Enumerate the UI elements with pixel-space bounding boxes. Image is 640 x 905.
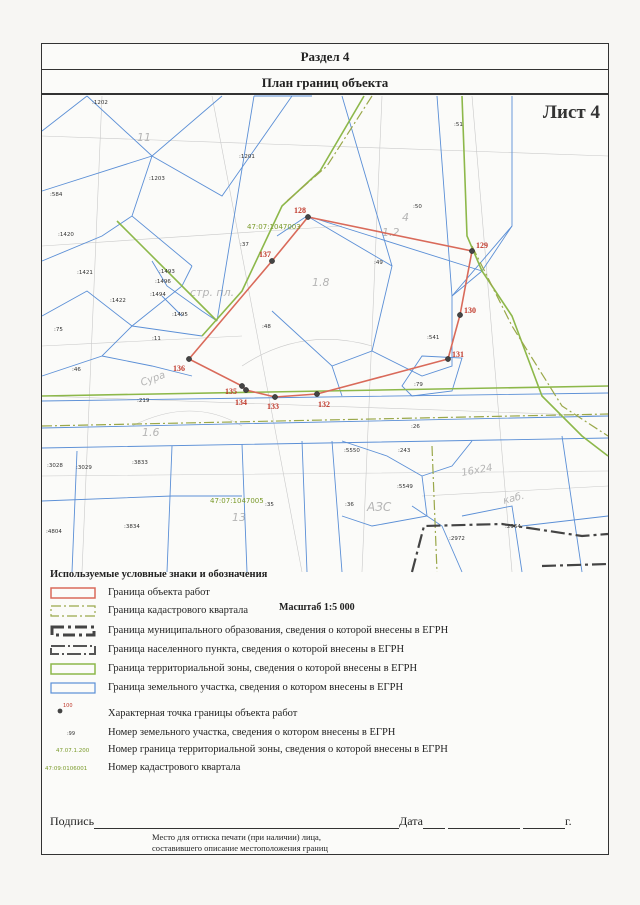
land-plot-boundary-swatch xyxy=(50,682,96,694)
characteristic-point-icon xyxy=(50,702,96,716)
parcel-label: :1202 xyxy=(92,100,108,106)
point-label-137: 137 xyxy=(259,250,271,259)
parcel-label: :49 xyxy=(374,260,383,266)
label-16x24: 16х24 xyxy=(460,462,494,479)
parcel-label: :1201 xyxy=(239,154,255,160)
point-label-132: 132 xyxy=(318,400,330,409)
parcel-label: :36 xyxy=(345,502,354,508)
year-suffix: г. xyxy=(565,814,572,828)
parcel-label: :219 xyxy=(137,398,150,404)
signature-line xyxy=(50,814,610,829)
parcel-label: :37 xyxy=(240,242,249,248)
date-year-field[interactable] xyxy=(523,816,565,829)
object-boundary-swatch xyxy=(50,587,96,599)
zone-boundary-swatch xyxy=(50,663,96,675)
label-str-pl: стр. пл. xyxy=(190,286,235,299)
parcel-label: :51 xyxy=(454,122,463,128)
date-day-field[interactable] xyxy=(423,816,445,829)
parcel-label: :1496 xyxy=(155,279,171,285)
point-label-136: 136 xyxy=(173,364,185,373)
parcel-label: :3833 xyxy=(132,460,148,466)
point-label-129: 129 xyxy=(476,241,488,250)
svg-text:100: 100 xyxy=(63,703,73,709)
point-132 xyxy=(314,391,319,396)
label-1-2: 1.2 xyxy=(382,226,400,239)
parcel-label: :3834 xyxy=(124,524,140,530)
parcel-label: :11 xyxy=(152,336,161,342)
label-11: 11 xyxy=(137,131,151,144)
section-header: Раздел 4 xyxy=(42,44,608,70)
parcel-label: :48 xyxy=(262,324,271,330)
parcel-label: :1203 xyxy=(149,176,165,182)
parcel-label: :46 xyxy=(72,367,81,373)
parcel-label: :2972 xyxy=(449,536,465,542)
quarter-boundary-swatch xyxy=(50,605,96,617)
parcel-label: :79 xyxy=(414,382,423,388)
parcel-label: :541 xyxy=(427,335,440,341)
map-scale: Масштаб 1:5 000 xyxy=(279,602,355,613)
signature-label: Подпись xyxy=(50,814,95,828)
object-boundary xyxy=(189,217,472,397)
label-4: 4 xyxy=(402,211,409,224)
point-129 xyxy=(469,248,474,253)
signature-field[interactable] xyxy=(94,816,399,829)
point-label-134: 134 xyxy=(235,398,247,407)
parcel-label: :5550 xyxy=(344,448,360,454)
parcel-label: :3029 xyxy=(76,465,92,471)
parcel-label: :1494 xyxy=(150,292,166,298)
stamp-note xyxy=(152,832,328,854)
sheet-number: Лист 4 xyxy=(542,102,600,123)
parcel-label: :1422 xyxy=(110,298,126,304)
point-label-128: 128 xyxy=(294,206,306,215)
date-month-field[interactable] xyxy=(448,816,520,829)
svg-text::99: :99 xyxy=(67,731,76,737)
quarter-number-labels xyxy=(210,223,301,505)
parcel-label: :1495 xyxy=(172,312,188,318)
parcel-label: :584 xyxy=(50,192,63,198)
point-131 xyxy=(445,356,450,361)
point-label-135: 135 xyxy=(225,387,237,396)
stamp-note-line1: Место для оттиска печати (при наличии) лица, xyxy=(152,832,321,842)
boundary-point-labels xyxy=(173,206,488,411)
parcel-label: :3028 xyxy=(47,463,63,469)
document-frame: Раздел 4 План границ объекта стр. пл. Сура АЗС 16х24 каб. 1.2 1.8 1.6 13 4 11 128 129 130 131 132 133 134 135 136 137 47:07:1047003 47:07:1047005 :1202 :1201 :1203 :584 :1420 :1421 :1422 :1493 :1496 :1494 :1495 :75 :11 :46 :219 :37 :48 :49 :50 :51 :541 :79 :26 :3028 :3029 :3833 :5550 :243 :5549 :35 :36 :3834 :4804 :2972 :2964 Лист 4 Масштаб 1:5 000 Используемые условные знаки и обозначения Граница объекта работ Граница кадастрового квартала Граница муниципального образования, сведения о которой внесены в ЕГРН Граница населенного пункта, сведения о которой внесены в ЕГРН Граница территориальной зоны, сведения о которой внесены в ЕГРН Граница земельного участка, сведения о котором внесены в ЕГРН 100 Характерная точка границы объекта работ :99 Номер земельного участка, сведения о котором внесены в ЕГРН 47.07.1.200 Номер граница территориальной зоны, сведения о которой внесены в ЕГРН 47:09:0106001 Номер кадастрового квартала Подпись Дата г. Место для оттиска печати (при наличии) лица, составившего описание местоположения границ xyxy=(41,43,609,855)
point-135 xyxy=(239,383,244,388)
svg-text:47:09:0106001: 47:09:0106001 xyxy=(45,766,88,772)
point-137 xyxy=(269,258,274,263)
parcel-label: :1420 xyxy=(58,232,74,238)
label-13: 13 xyxy=(232,511,246,524)
parcel-label: :50 xyxy=(413,204,422,210)
parcel-label: :4804 xyxy=(46,529,62,535)
svg-text:47.07.1.200: 47.07.1.200 xyxy=(56,748,90,754)
point-130 xyxy=(457,312,462,317)
parcel-label: :1493 xyxy=(159,269,175,275)
label-kab: каб. xyxy=(501,490,526,507)
parcel-label: :243 xyxy=(398,448,411,454)
label-1-6: 1.6 xyxy=(142,426,160,439)
parcel-label: :26 xyxy=(411,424,420,430)
parcel-label: :5549 xyxy=(397,484,413,490)
point-134 xyxy=(243,387,248,392)
point-128 xyxy=(305,214,310,219)
quarter-label-1047003: 47:07:1047003 xyxy=(247,223,301,231)
land-plot-number-icon xyxy=(50,727,96,739)
municipal-boundary-swatch xyxy=(50,625,96,637)
zone-number-icon xyxy=(56,744,102,756)
label-azs: АЗС xyxy=(367,500,392,514)
quarter-label-1047005: 47:07:1047005 xyxy=(210,497,264,505)
point-label-130: 130 xyxy=(464,306,476,315)
point-label-131: 131 xyxy=(452,350,464,359)
label-1-8: 1.8 xyxy=(312,276,330,289)
parcel-label: :75 xyxy=(54,327,63,333)
point-label-133: 133 xyxy=(267,402,279,411)
date-label: Дата xyxy=(399,814,423,828)
point-133 xyxy=(272,394,277,399)
parcel-label: :1421 xyxy=(77,270,93,276)
point-136 xyxy=(186,356,191,361)
legend-title: Используемые условные знаки и обозначения xyxy=(50,569,268,580)
quarter-number-icon xyxy=(44,762,96,774)
page-title: План границ объекта xyxy=(42,70,608,95)
label-sura: Сура xyxy=(139,369,167,389)
parcel-label: :2964 xyxy=(505,524,521,530)
base-map-labels xyxy=(137,131,526,524)
settlement-boundary-swatch xyxy=(50,644,96,656)
stamp-note-line2: составившего описание местоположения границ xyxy=(152,843,328,853)
parcel-label: :35 xyxy=(265,502,274,508)
